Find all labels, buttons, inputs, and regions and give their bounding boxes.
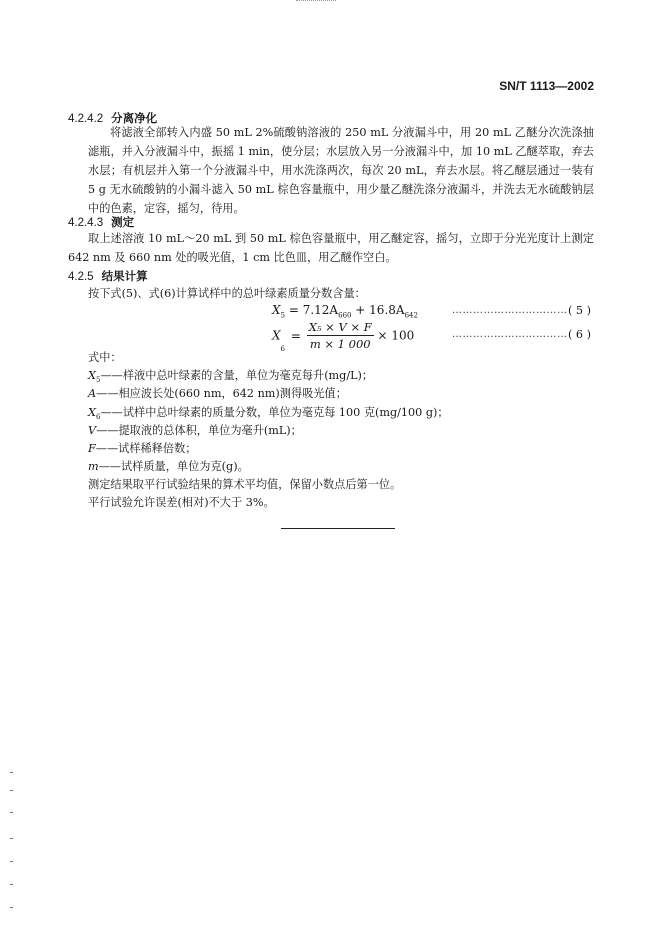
section-number: 4.2.4.3 [68,217,104,229]
section-number: 4.2.4.2 [68,113,104,125]
fraction-numerator: X₅ × V × F [308,320,372,334]
scan-mark [10,838,13,839]
where-item-x5: $X_5——$样液中总叶绿素的含量，单位为毫克每升(mg/L)； [88,369,374,385]
separation-paragraph: 将滤液全部转入内盛 50 mL 2%硫酸钠溶液的 250 mL 分液漏斗中，用 20 mL 乙醚分次洗涤抽滤瓶，并入分液漏斗中，振摇 1 min，使分层；水层放入另一分液漏斗中，加 10 mL 乙醚萃取，弃去水层；有机层并入第一个分液漏斗中，用水洗涤两次，每次 20 mL，弃去水层。将乙醚层通过一装有 5 g 无水硫酸钠的小漏斗滤入 50 mL 棕色容量瓶中，用少量乙醚洗涤分液漏斗，并洗去无水硫酸钠层中的色素，定容，摇匀，待用。 [88,126,594,215]
standard-code: SN/T 1113—2002 [499,79,594,93]
formula-6-dots: …………………………… [452,329,568,340]
scan-mark [10,790,13,791]
tolerance-line: 平行试验允许误差(相对)不大于 3%。 [88,496,275,509]
where-item-f: F——试样稀释倍数； [88,442,197,455]
where-item-x6: $X_6——$试样中总叶绿素的质量分数，单位为毫克每 100 克(mg/100 g)； [88,406,449,422]
scan-mark [10,884,13,885]
scan-mark [10,772,13,773]
where-item-m: m——试样质量，单位为克(g)。 [88,460,249,473]
section-title: 测定 [111,215,135,229]
where-item-v: V——提取液的总体积，单位为毫升(mL)； [88,424,302,437]
top-mark [296,0,336,4]
formula-5: $X_5 = 7.12A_{660} + 16.8A_{642}$ [272,303,418,320]
fraction [307,320,374,351]
formula-6: $X_6$ = $\frac{\text{X₅ × V × F}}{m \times 1 000}$ × 100 [272,320,415,353]
result-rule-line: 测定结果取平行试验结果的算术平均值，保留小数点后第一位。 [88,478,402,491]
calc-intro: 按下式(5)、式(6)计算试样中的总叶绿素质量分数含量： [88,287,366,300]
section-title: 结果计算 [101,269,148,283]
end-rule [281,528,395,529]
measurement-paragraph: 取上述溶液 10 mL～20 mL 到 50 mL 棕色容量瓶中，用乙醚定容，摇匀，立即于分光光度计上测定 642 nm 及 660 nm 处的吸光值，1 cm 比色皿，用乙醚作空白。 [68,232,594,264]
formula-5-dots: …………………………… [452,305,568,316]
fraction-denominator: m × 1 000 [309,337,371,351]
section-4-2-4-3-heading [68,214,134,230]
scan-mark [10,907,13,908]
scan-mark [10,812,13,813]
where-item-a: A——相应波长处(660 nm，642 nm)测得吸光值； [88,387,347,400]
section-4-2-5-heading [68,268,148,284]
section-title: 分离净化 [111,111,158,125]
formula-6-label: ( 6 ) [568,328,591,341]
where-label: 式中： [88,351,122,364]
formula-5-label: ( 5 ) [568,304,591,317]
scan-mark [10,861,13,862]
section-number: 4.2.5 [68,271,94,283]
